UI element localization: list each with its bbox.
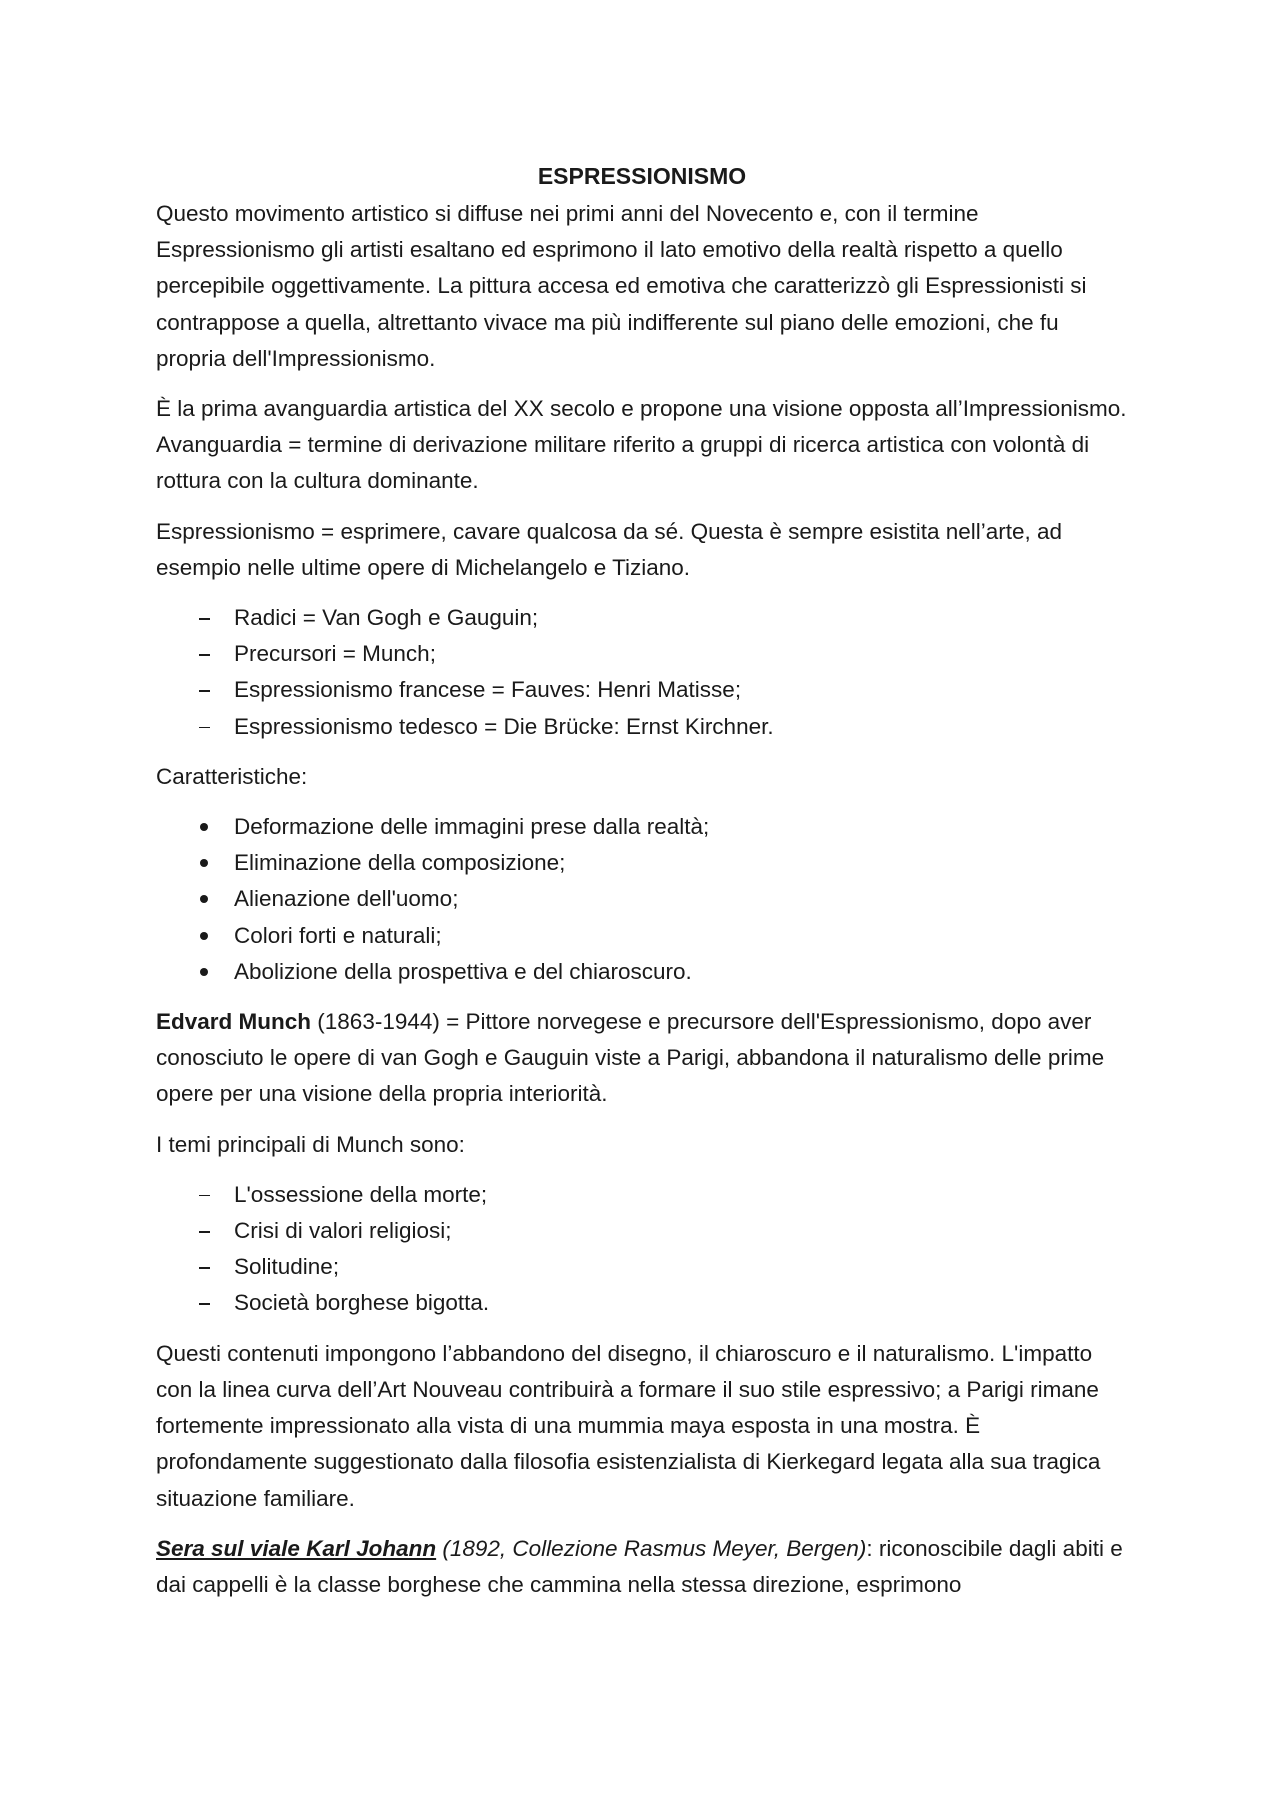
list-item: Abolizione della prospettiva e del chiaroscuro.: [234, 958, 692, 984]
list-item: Solitudine;: [234, 1254, 340, 1280]
document-title: ESPRESSIONISMO: [537, 163, 747, 189]
roots-list: [156, 600, 1128, 745]
list-item: Espressionismo tedesco = Die Brücke: Ernst Kirchner.: [234, 713, 774, 739]
list-item: Società borghese bigotta.: [234, 1290, 490, 1316]
list-item: Deformazione delle immagini prese dalla realtà;: [234, 814, 710, 840]
list-item: Espressionismo francese = Fauves: Henri Matisse;: [234, 677, 742, 703]
intro-paragraph: Questo movimento artistico si diffuse nei primi anni del Novecento e, con il termine Espressionismo gli artisti esaltano ed esprimono il lato emotivo della realtà rispetto a quello percepibile oggettivamente. La pittura accesa ed emotiva che caratterizzò gli Espressionisti si contrappose a quella, altrettanto vivace ma più indifferente sul piano delle emozioni, che fu propria dell'Impressionismo.: [156, 201, 1087, 371]
list-item: Crisi di valori religiosi;: [234, 1218, 452, 1244]
themes-list: [156, 1177, 1128, 1322]
list-item: Colori forti e naturali;: [234, 922, 442, 948]
munch-text: (1863-1944) = Pittore norvegese e precursore dell'Espressionismo, dopo aver conosciuto le opere di van Gogh e Gauguin viste a Parigi, abbandona il naturalismo delle prime opere per una visione della propria interiorità.: [156, 1009, 1105, 1107]
work-text: : riconoscibile dagli abiti e dai cappelli è la classe borghese che cammina nella stessa direzione, esprimono: [156, 1535, 1123, 1597]
list-item: L'ossessione della morte;: [234, 1181, 488, 1207]
list-item: Precursori = Munch;: [234, 641, 436, 667]
caratteristiche-label: Caratteristiche:: [156, 763, 308, 789]
document-body: [156, 158, 1128, 1617]
style-paragraph: Questi contenuti impongono l’abbandono del disegno, il chiaroscuro e il naturalismo. L'impatto con la linea curva dell’Art Nouveau contribuirà a formare il suo stile espressivo; a Parigi rimane fortemente impressionato alla vista di una mummia maya esposta in una mostra. È profondamente suggestionato dalla filosofia esistenzialista di Kierkegard legata alla sua tragica situazione familiare.: [156, 1340, 1101, 1511]
list-item: Eliminazione della composizione;: [234, 850, 566, 876]
munch-name: Edvard Munch: [156, 1009, 312, 1035]
list-item: Radici = Van Gogh e Gauguin;: [234, 605, 539, 631]
avanguardia-paragraph: È la prima avanguardia artistica del XX secolo e propone una visione opposta all’Impressionismo. Avanguardia = termine di derivazione militare riferito a gruppi di ricerca artistica con volontà di rottura con la cultura dominante.: [156, 396, 1127, 494]
munch-paragraph: [156, 1004, 1128, 1113]
work-paragraph: [156, 1531, 1128, 1603]
list-item: Alienazione dell'uomo;: [234, 886, 459, 912]
work-info: (1892, Collezione Rasmus Meyer, Bergen): [436, 1535, 867, 1561]
temi-label: I temi principali di Munch sono:: [156, 1131, 465, 1157]
characteristics-list: [156, 809, 1128, 990]
work-title: Sera sul viale Karl Johann: [156, 1535, 437, 1561]
definition-paragraph: Espressionismo = esprimere, cavare qualcosa da sé. Questa è sempre esistita nell’arte, ad esempio nelle ultime opere di Michelangelo e Tiziano.: [156, 518, 1063, 580]
